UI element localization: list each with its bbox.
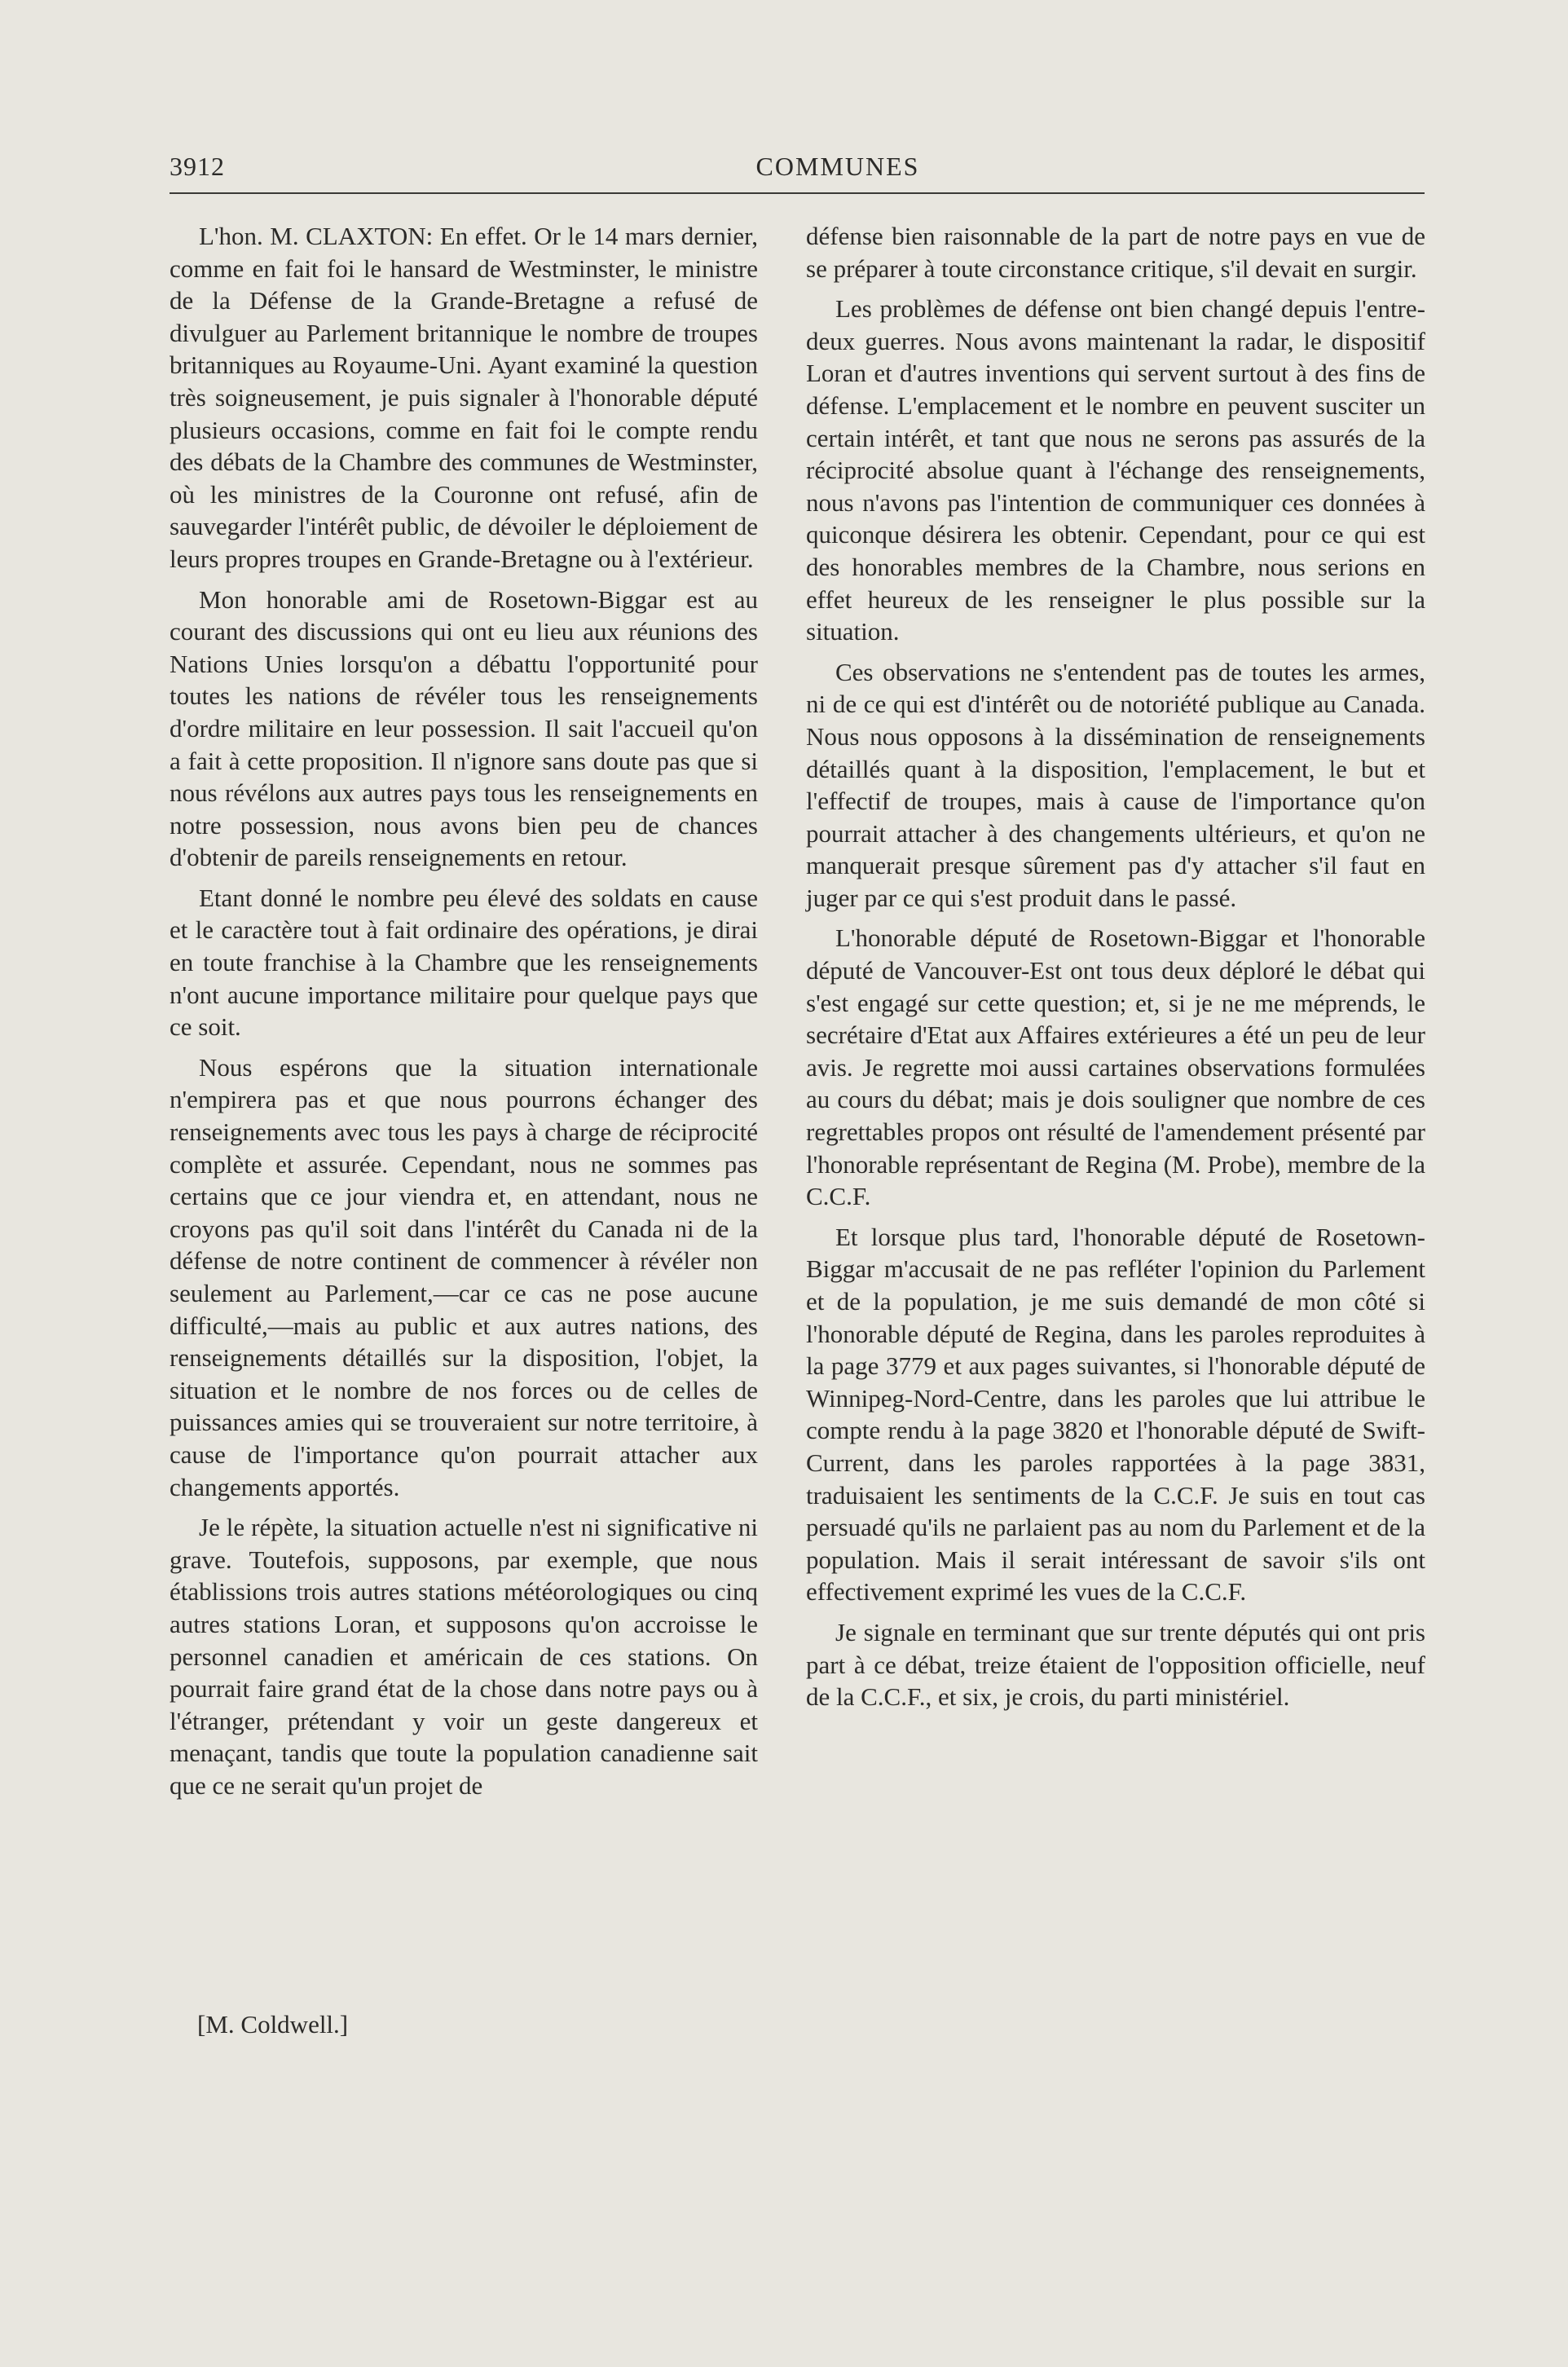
speaker-signature: [M. Coldwell.] (197, 2010, 349, 2039)
paragraph: Etant donné le nombre peu élevé des soldats en cause et le caractère tout à fait ordinaire des opérations, je dirai en toute franchise à la Chambre que les renseignements n'ont aucune importance militaire pour quelque pays que ce soit. (170, 883, 758, 1042)
paragraph: Et lorsque plus tard, l'honorable député de Rosetown-Biggar m'accusait de ne pas refléter l'opinion du Parlement et de la population, je me suis demandé de mon côté si l'honorable député de Regina, dans les paroles reproduites à la page 3779 et aux pages suivantes, si l'honorable député de Winnipeg-Nord-Centre, dans les paroles que lui attribue le compte rendu à la page 3820 et l'honorable député de Swift-Current, dans les paroles rapportées à la page 3831, traduisaient les sentiments de la C.C.F. Je suis en tout cas persuadé qu'ils ne parlaient pas au nom du Parlement et de la population. Mais il serait intéressant de savoir s'ils ont effectivement exprimé les vues de la C.C.F. (806, 1222, 1425, 1607)
paragraph: Je signale en terminant que sur trente députés qui ont pris part à ce débat, treize étaient de l'opposition officielle, neuf de la C.C.F., et six, je crois, du parti ministériel. (806, 1617, 1425, 1712)
right-column (806, 220, 1425, 1721)
header-rule (170, 192, 1425, 194)
paragraph: Je le répète, la situation actuelle n'est ni significative ni grave. Toutefois, supposons, par exemple, que nous établissions trois autres stations météorologiques ou cinq autres stations Loran, et supposons qu'on accroisse le personnel canadien et américain de ces stations. On pourrait faire grand état de la chose dans notre pays ou à l'étranger, prétendant y voir un geste dangereux et menaçant, tandis que toute la population canadienne sait que ce ne serait qu'un projet de (170, 1513, 758, 1800)
paragraph-continuation: défense bien raisonnable de la part de notre pays en vue de se préparer à toute circonstance critique, s'il devait en surgir. (806, 222, 1425, 283)
paragraph: Ces observations ne s'entendent pas de toutes les armes, ni de ce qui est d'intérêt ou de notoriété publique au Canada. Nous nous opposons à la dissémination de renseignements détaillés quant à la disposition, l'emplacement, le but et l'effectif de troupes, mais à cause de l'importance qu'on pourrait attacher à des changements ultérieurs, et qu'on ne manquerait presque sûrement pas d'y attacher s'il faut en juger par ce qui s'est produit dans le passé. (806, 657, 1425, 912)
paragraph: L'honorable député de Rosetown-Biggar et l'honorable député de Vancouver-Est ont tous deux déploré le débat qui s'est engagé sur cette question; et, si je ne me méprends, le secrétaire d'Etat aux Affaires extérieures a été un peu de leur avis. Je regrette moi aussi cartaines observations formulées au cours du débat; mais je dois souligner que nombre de ces regrettables propos ont résulté de l'amendement présenté par l'honorable représentant de Regina (M. Probe), membre de la C.C.F. (806, 923, 1425, 1211)
paragraph: L'hon. M. CLAXTON: En effet. Or le 14 mars dernier, comme en fait foi le hansard de Westminster, le ministre de la Défense de la Grande-Bretagne a refusé de divulguer au Parlement britannique le nombre de troupes britanniques au Royaume-Uni. Ayant examiné la question très soigneusement, je puis signaler à l'honorable député plusieurs occasions, comme en fait foi le compte rendu des débats de la Chambre des communes de Westminster, où les ministres de la Couronne ont refusé, afin de sauvegarder l'intérêt public, de dévoiler le déploiement de leurs propres troupes en Grande-Bretagne ou à l'extérieur. (170, 222, 758, 573)
page-number: 3912 (170, 152, 225, 181)
left-column (170, 220, 758, 1810)
paragraph: Les problèmes de défense ont bien changé depuis l'entre-deux guerres. Nous avons maintenant la radar, le dispositif Loran et d'autres inventions qui servent surtout à des fins de défense. L'emplacement et le nombre en peuvent susciter un certain intérêt, et tant que nous ne serons pas assurés de la réciprocité absolue quant à l'échange des renseignements, nous n'avons pas l'intention de communiquer ces données à quiconque désirera les obtenir. Cependant, pour ce qui est des honorables membres de la Chambre, nous serions en effet heureux de les renseigner le plus possible sur la situation. (806, 294, 1425, 646)
paragraph: Nous espérons que la situation internationale n'empirera pas et que nous pourrons échanger des renseignements avec tous les pays à charge de réciprocité complète et assurée. Cependant, nous ne sommes pas certains que ce jour viendra et, en attendant, nous ne croyons pas qu'il soit dans l'intérêt du Canada ni de la défense de notre continent de commencer à révéler non seulement au Parlement,—car ce cas ne pose aucune difficulté,—mais au public et aux autres nations, des renseignements détaillés sur la disposition, l'objet, la situation et le nombre de nos forces ou de celles de puissances amies qui se trouveraient sur notre territoire, à cause de l'importance qu'on pourrait attacher aux changements apportés. (170, 1052, 758, 1501)
page-header (170, 152, 1425, 189)
running-title: COMMUNES (755, 152, 920, 181)
paragraph: Mon honorable ami de Rosetown-Biggar est au courant des discussions qui ont eu lieu aux réunions des Nations Unies lorsqu'on a débattu l'opportunité pour toutes les nations de révéler tous les renseignements d'ordre militaire en leur possession. Il sait l'accueil qu'on a fait à cette proposition. Il n'ignore sans doute pas que si nous révélons aux autres pays tous les renseignements en notre possession, nous avons bien peu de chances d'obtenir de pareils renseignements en retour. (170, 584, 758, 872)
